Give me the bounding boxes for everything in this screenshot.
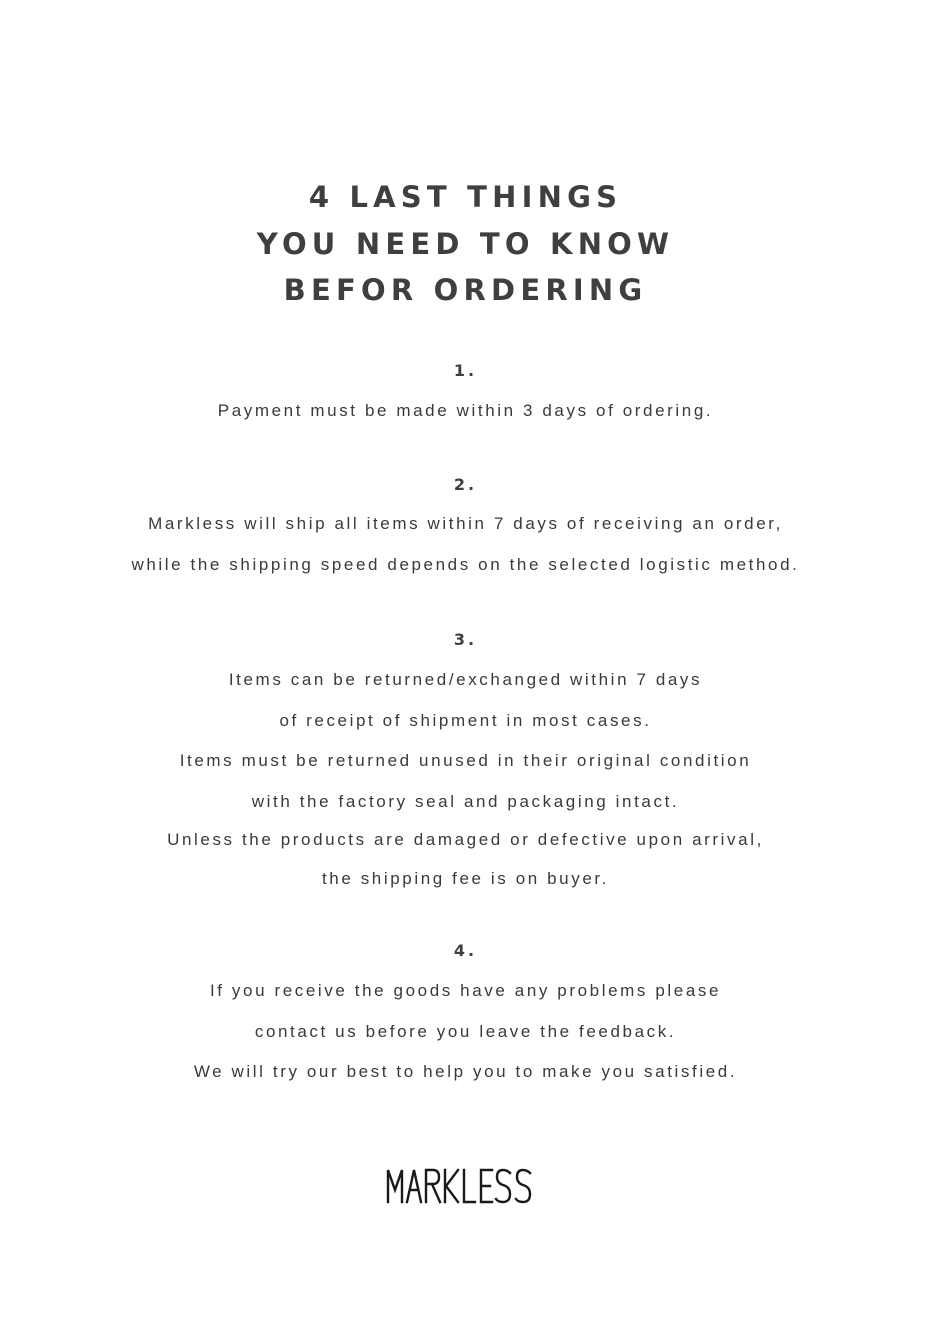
item-3-line-3: Items must be returned unused in their original condition (179, 751, 752, 770)
markless-logo (0, 1168, 931, 1209)
heading-line-3: BEFOR ORDERING (283, 273, 648, 307)
item-3-line-5: Unless the products are damaged or defective upon arrival, (167, 830, 764, 849)
item-3-line-6: the shipping fee is on buyer. (321, 869, 610, 888)
heading-line-2: YOU NEED TO KNOW (256, 227, 675, 261)
item-2-line-2: while the shipping speed depends on the selected logistic method. (131, 555, 800, 574)
logo-text (546, 1168, 547, 1169)
item-1-line-1: Payment must be made within 3 days of ordering. (217, 401, 714, 420)
item-4-number: 4. (453, 941, 478, 960)
item-4-line-3: We will try our best to help you to make you satisfied. (193, 1062, 738, 1081)
item-3-line-4: with the factory seal and packaging intact. (251, 792, 680, 811)
item-2-line-1: Markless will ship all items within 7 days of receiving an order, (148, 514, 783, 533)
item-3-line-2: of receipt of shipment in most cases. (279, 711, 652, 730)
item-4-line-1: If you receive the goods have any problems please (209, 981, 722, 1000)
item-3-number: 3. (453, 630, 478, 649)
markless-logo-icon (386, 1168, 546, 1204)
item-1-number: 1. (453, 361, 478, 380)
item-4-line-2: contact us before you leave the feedback. (254, 1022, 677, 1041)
item-3-line-1: Items can be returned/exchanged within 7 days (228, 670, 703, 689)
item-2-number: 2. (453, 475, 478, 494)
heading-line-1: 4 LAST THINGS (308, 180, 623, 214)
